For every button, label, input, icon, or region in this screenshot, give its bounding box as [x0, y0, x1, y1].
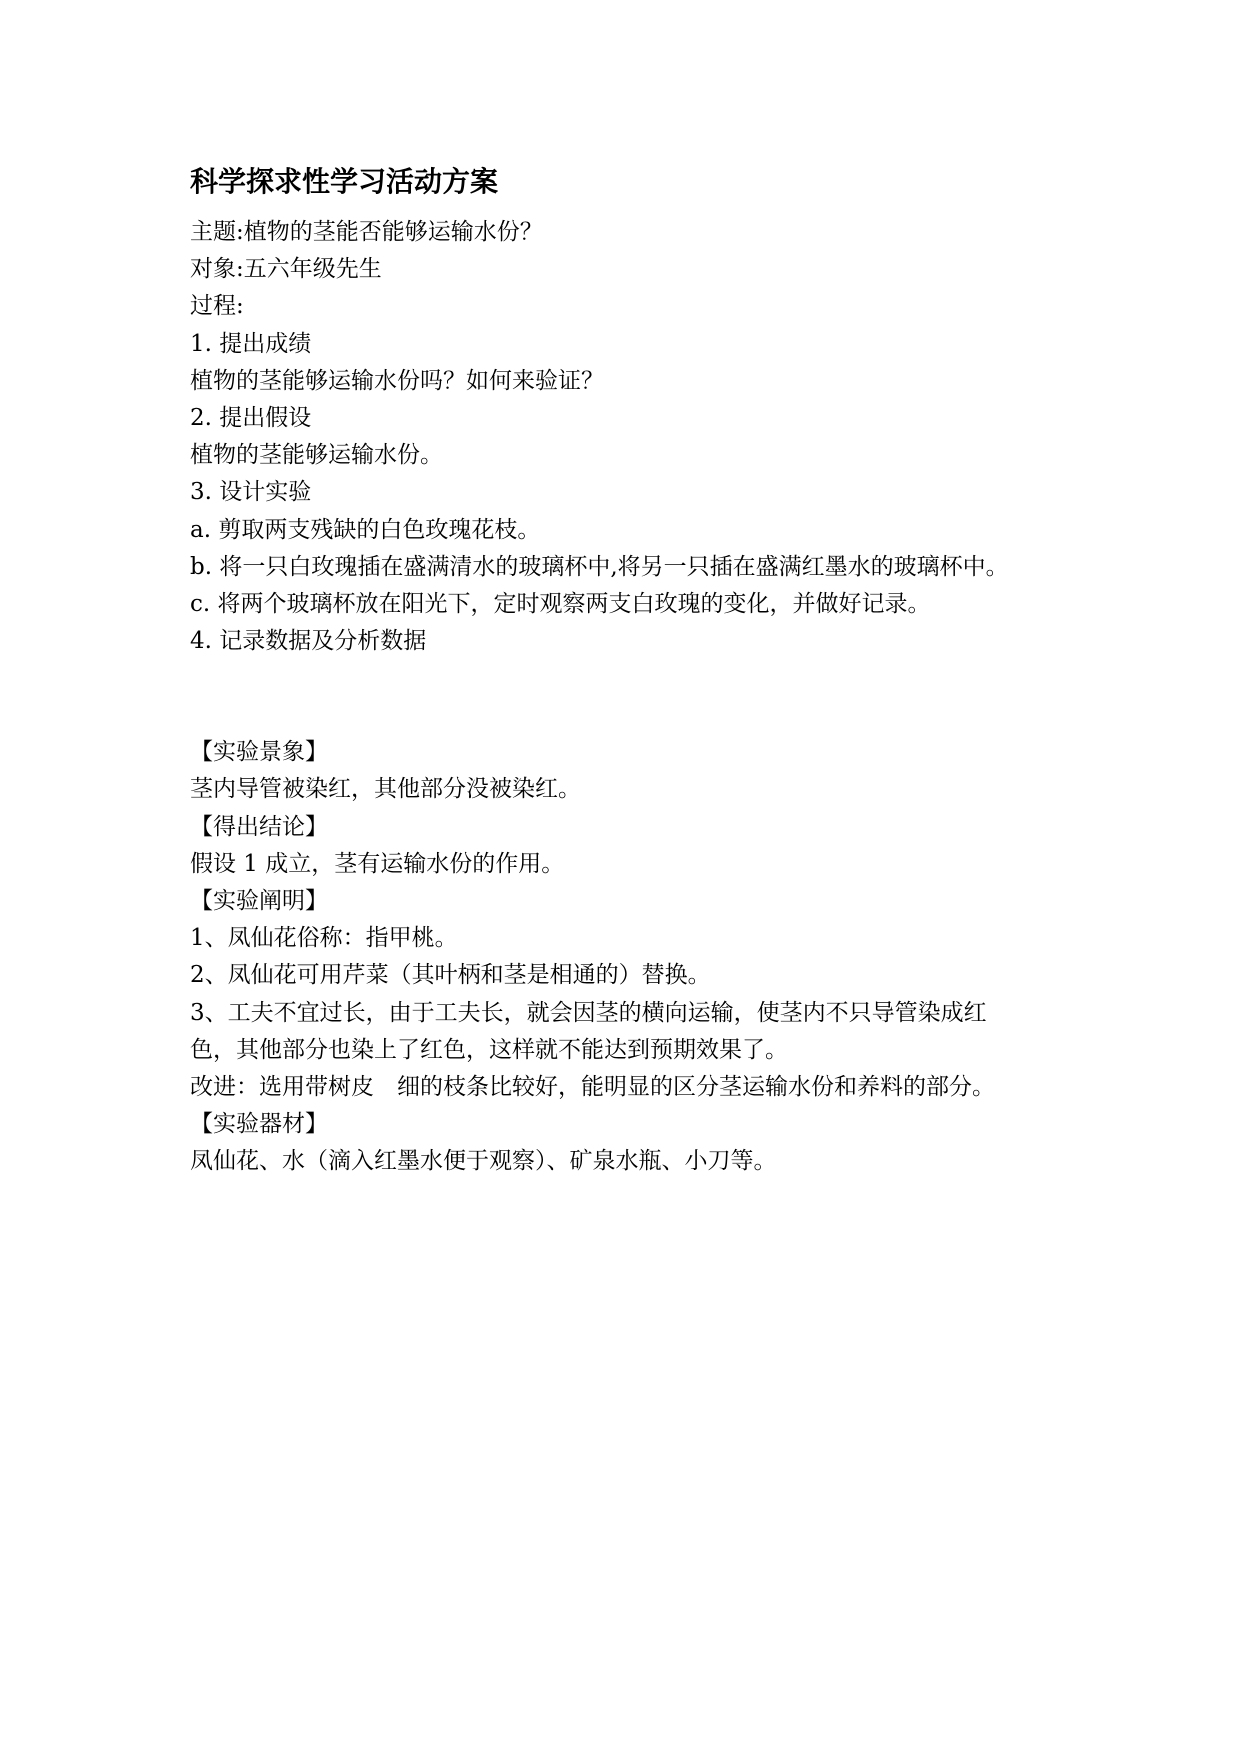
topic-line: 主题:植物的茎能否能够运输水份？	[190, 219, 543, 245]
step3-item-a: a. 剪取两支残缺的白色玫瑰花枝。	[190, 516, 541, 543]
materials-text: 凤仙花、水（滴入红墨水便于观察）、矿泉水瓶、小刀等。	[190, 1148, 777, 1175]
step4-heading: 4. 记录数据及分析数据	[190, 628, 427, 655]
audience-line: 对象:五六年级先生	[190, 256, 382, 283]
notes-heading: 【实验阐明】	[190, 888, 328, 914]
note-1: 1、凤仙花俗称：指甲桃。	[190, 925, 458, 952]
step2-heading: 2. 提出假设	[190, 404, 312, 431]
phenomenon-text: 茎内导管被染红，其他部分没被染红。	[190, 776, 581, 803]
improvement-text: 改进：选用带树皮 细的枝条比较好，能明显的区分茎运输水份和养料的部分。	[190, 1073, 995, 1100]
document-body	[190, 162, 1090, 1181]
step2-text: 植物的茎能够运输水份。	[190, 442, 443, 469]
note-3-line-2: 色，其他部分也染上了红色，这样就不能达到预期效果了。	[190, 1036, 788, 1063]
note-2: 2、凤仙花可用芹菜（其叶柄和茎是相通的）替换。	[190, 962, 711, 989]
materials-heading: 【实验器材】	[190, 1111, 328, 1138]
step1-text: 植物的茎能够运输水份吗？如何来验证？	[190, 367, 604, 394]
process-label: 过程:	[190, 293, 244, 320]
step3-item-c: c. 将两个玻璃杯放在阳光下，定时观察两支白玫瑰的变化，并做好记录。	[190, 590, 931, 617]
section-spacer	[190, 660, 1090, 734]
step3-heading: 3. 设计实验	[190, 479, 312, 506]
conclusion-text: 假设 1 成立，茎有运输水份的作用。	[190, 850, 565, 877]
conclusion-heading: 【得出结论】	[190, 813, 328, 840]
document-title: 科学探求性学习活动方案	[190, 165, 499, 198]
note-3-line-1: 3、工夫不宜过长，由于工夫长，就会因茎的横向运输，使茎内不只导管染成红	[190, 999, 987, 1026]
step1-heading: 1. 提出成绩	[190, 330, 312, 357]
phenomenon-heading: 【实验景象】	[190, 739, 328, 766]
step3-item-b: b. 将一只白玫瑰插在盛满清水的玻璃杯中,将另一只插在盛满红墨水的玻璃杯中。	[190, 553, 1009, 580]
